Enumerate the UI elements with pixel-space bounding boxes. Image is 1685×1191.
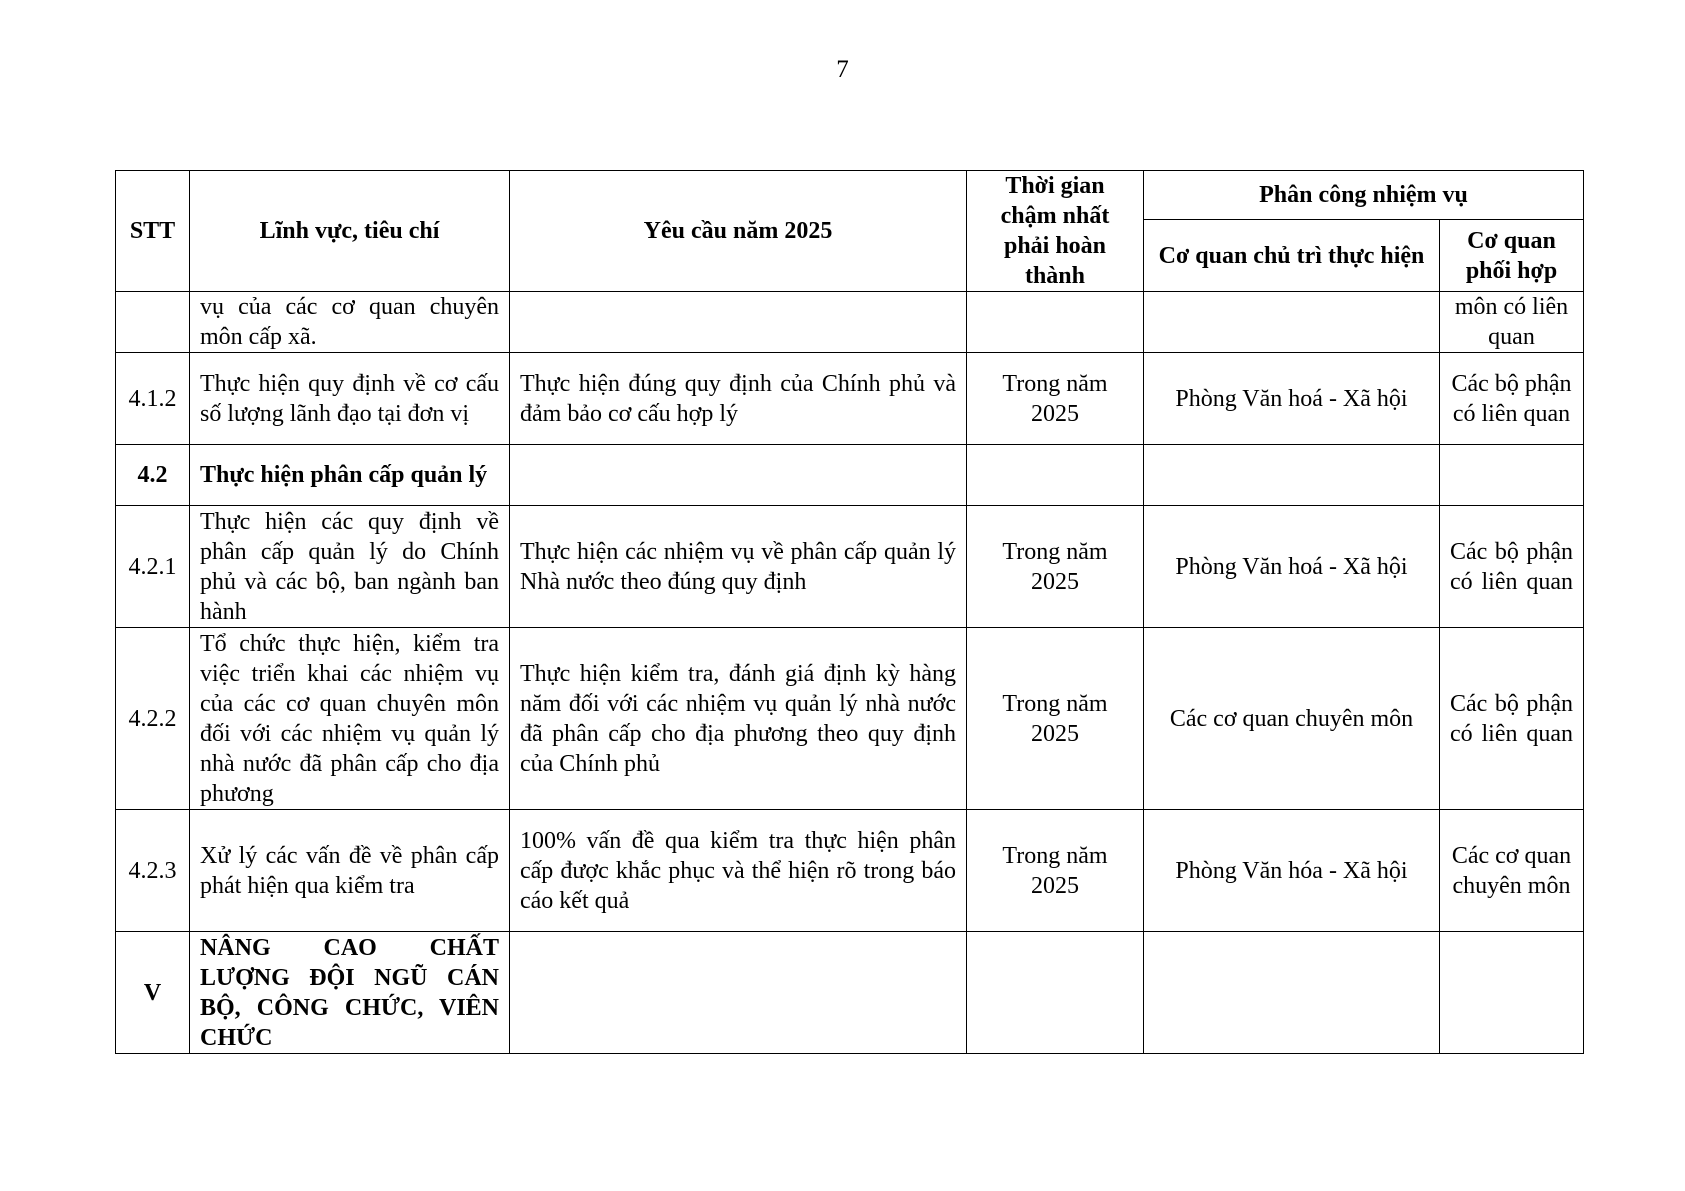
- table-row: [116, 292, 1584, 353]
- cell-stt: 4.2: [116, 445, 190, 506]
- cell-requirement: Thực hiện các nhiệm vụ về phân cấp quản lý Nhà nước theo đúng quy định: [510, 506, 967, 628]
- header-requirement: Yêu cầu năm 2025: [510, 171, 967, 292]
- cell-stt: 4.2.2: [116, 628, 190, 810]
- cell-lead: [1144, 292, 1440, 353]
- header-deadline: Thời gian chậm nhất phải hoàn thành: [967, 171, 1144, 292]
- table-row: [116, 932, 1584, 1054]
- table-row: [116, 353, 1584, 445]
- cell-stt: [116, 292, 190, 353]
- cell-deadline: Trong năm 2025: [967, 353, 1144, 445]
- cell-coop: [1440, 445, 1584, 506]
- header-coop: Cơ quan phối hợp: [1440, 220, 1584, 292]
- cell-lead: Phòng Văn hoá - Xã hội: [1144, 353, 1440, 445]
- page-number: 7: [836, 56, 849, 83]
- cell-coop: môn có liên quan: [1440, 292, 1584, 353]
- table-row: [116, 506, 1584, 628]
- table-row: [116, 445, 1584, 506]
- cell-coop: Các bộ phận có liên quan: [1440, 506, 1584, 628]
- cell-lead: [1144, 445, 1440, 506]
- cell-deadline: Trong năm 2025: [967, 810, 1144, 932]
- cell-requirement: [510, 292, 967, 353]
- header-stt: STT: [116, 171, 190, 292]
- cell-field: Tổ chức thực hiện, kiểm tra việc triển khai các nhiệm vụ của các cơ quan chuyên môn đối với các nhiệm vụ quản lý nhà nước đã phân cấp cho địa phương: [190, 628, 510, 810]
- cell-field: Xử lý các vấn đề về phân cấp phát hiện qua kiểm tra: [190, 810, 510, 932]
- cell-requirement: [510, 445, 967, 506]
- cell-stt: 4.2.3: [116, 810, 190, 932]
- header-assignment: Phân công nhiệm vụ: [1144, 171, 1584, 220]
- header-field: Lĩnh vực, tiêu chí: [190, 171, 510, 292]
- cell-stt: 4.2.1: [116, 506, 190, 628]
- cell-lead: Phòng Văn hóa - Xã hội: [1144, 810, 1440, 932]
- cell-deadline: [967, 292, 1144, 353]
- cell-requirement: [510, 932, 967, 1054]
- cell-stt: 4.1.2: [116, 353, 190, 445]
- cell-coop: Các bộ phận có liên quan: [1440, 353, 1584, 445]
- cell-coop: Các cơ quan chuyên môn: [1440, 810, 1584, 932]
- cell-coop: [1440, 932, 1584, 1054]
- cell-field: vụ của các cơ quan chuyên môn cấp xã.: [190, 292, 510, 353]
- cell-requirement: Thực hiện kiểm tra, đánh giá định kỳ hàng năm đối với các nhiệm vụ quản lý nhà nước đã phân cấp cho địa phương theo quy định của Chính phủ: [510, 628, 967, 810]
- cell-deadline: Trong năm 2025: [967, 506, 1144, 628]
- header-row: [116, 171, 1584, 220]
- table-row: [116, 810, 1584, 932]
- task-assignment-table: [115, 170, 1584, 1054]
- cell-deadline: [967, 932, 1144, 1054]
- cell-lead: Các cơ quan chuyên môn: [1144, 628, 1440, 810]
- cell-field: Thực hiện các quy định về phân cấp quản lý do Chính phủ và các bộ, ban ngành ban hành: [190, 506, 510, 628]
- cell-deadline: [967, 445, 1144, 506]
- cell-field: Thực hiện quy định về cơ cấu số lượng lãnh đạo tại đơn vị: [190, 353, 510, 445]
- cell-lead: Phòng Văn hoá - Xã hội: [1144, 506, 1440, 628]
- table-row: [116, 628, 1584, 810]
- header-lead: Cơ quan chủ trì thực hiện: [1144, 220, 1440, 292]
- cell-deadline: Trong năm 2025: [967, 628, 1144, 810]
- cell-field: Thực hiện phân cấp quản lý: [190, 445, 510, 506]
- cell-stt: V: [116, 932, 190, 1054]
- cell-requirement: Thực hiện đúng quy định của Chính phủ và đảm bảo cơ cấu hợp lý: [510, 353, 967, 445]
- cell-field: NÂNG CAO CHẤT LƯỢNG ĐỘI NGŨ CÁN BỘ, CÔNG CHỨC, VIÊN CHỨC: [190, 932, 510, 1054]
- cell-requirement: 100% vấn đề qua kiểm tra thực hiện phân cấp được khắc phục và thể hiện rõ trong báo cáo kết quả: [510, 810, 967, 932]
- cell-lead: [1144, 932, 1440, 1054]
- cell-coop: Các bộ phận có liên quan: [1440, 628, 1584, 810]
